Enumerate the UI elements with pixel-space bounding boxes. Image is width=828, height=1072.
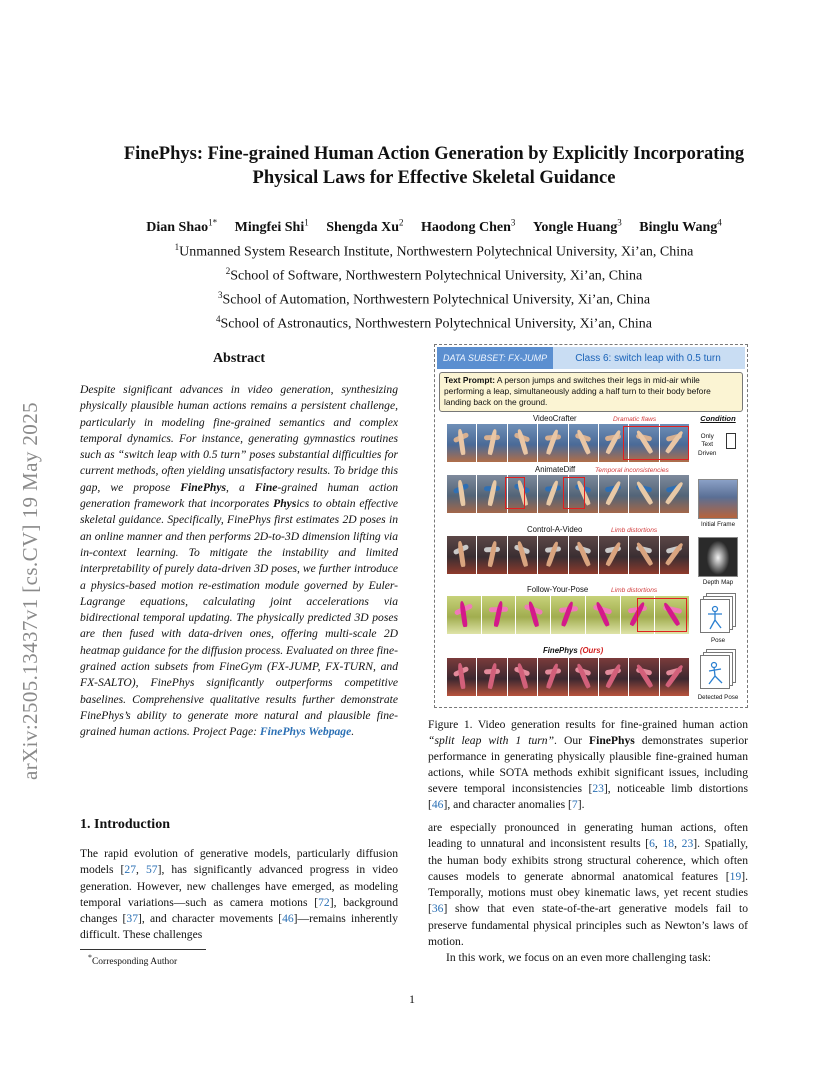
- video-frame: [477, 658, 506, 696]
- condition-heading: Condition: [700, 414, 736, 423]
- data-subset-label: DATA SUBSET: FX-JUMP: [437, 347, 553, 369]
- footnote-rule: [80, 949, 206, 950]
- video-frame: [482, 596, 516, 634]
- abstract-heading: Abstract: [212, 351, 266, 366]
- video-frame: [660, 475, 689, 513]
- figure-1-caption: Figure 1. Video generation results for fine-grained human action “split leap with 1 turn”. Our FinePhys demonstrates superior performance in generating physically plausible fine-grained human actions, while SOTA methods exhibit significant issues, including severe temporal inconsistencies [23], noticeable limb distortions [46], and character anomalies [7].: [428, 718, 748, 812]
- detected-skeleton-icon: [704, 661, 726, 687]
- paragraph: In this work, we focus on an even more challenging task:: [446, 951, 711, 965]
- video-frame: [447, 424, 476, 462]
- author-affil-mark: 1*: [208, 217, 218, 227]
- method-label-videocrafter: VideoCrafter: [533, 414, 577, 423]
- author-affil-mark: 1: [304, 217, 309, 227]
- issue-label-dramatic: Dramatic flaws: [613, 416, 657, 423]
- highlight-box: [637, 598, 687, 632]
- issue-label-temporal: Temporal inconsistencies: [595, 467, 669, 474]
- affil-text: School of Astronautics, Northwestern Polytechnical University, Xi’an, China: [220, 317, 652, 333]
- detected-pose-stack-icon: [700, 649, 738, 691]
- section-heading-introduction: 1. Introduction: [80, 817, 170, 832]
- citation-link[interactable]: 57: [145, 863, 158, 877]
- citation-link[interactable]: 36: [431, 902, 444, 916]
- highlight-box: [505, 477, 525, 509]
- footnote-text: Corresponding Author: [91, 957, 178, 968]
- ours-tag: (Ours): [579, 646, 604, 655]
- introduction-text: The rapid evolution of generative models, particularly diffusion models [27, 57], has significantly advanced progress in video generation. However, new challenges have emerged, as modeling temporal variations—such as camera motions [72], background changes [37], and character movements [46]—remains inherently difficult. These challenges: [80, 847, 399, 942]
- author: [326, 217, 404, 235]
- title-line-2: Physical Laws for Effective Skeletal Guidance: [252, 168, 616, 188]
- emph-fine: Fine: [254, 480, 278, 494]
- page-number: 1: [409, 992, 415, 1006]
- citation-link[interactable]: 46: [282, 912, 294, 926]
- affiliation: [60, 262, 808, 286]
- affiliation-list: [60, 238, 808, 335]
- video-frame: [629, 475, 658, 513]
- video-frame: [447, 536, 476, 574]
- author-list: [60, 217, 808, 236]
- author-affil-mark: 3: [510, 217, 516, 227]
- highlight-box: [623, 426, 689, 460]
- author-affil-mark: 3: [617, 217, 622, 227]
- affil-text: School of Software, Northwestern Polytechnical University, Xi’an, China: [230, 268, 643, 284]
- author: [532, 217, 622, 235]
- video-frame: [599, 475, 628, 513]
- method-label-follow-your-pose: Follow-Your-Pose: [527, 585, 589, 594]
- author-name: Binglu Wang: [639, 219, 718, 235]
- introduction-text-continued: [428, 820, 748, 967]
- video-frame: [508, 536, 537, 574]
- issue-label-limb-1: Limb distortions: [611, 527, 658, 534]
- footnote-mark: *: [88, 953, 92, 962]
- pose-skeleton-icon: [704, 605, 726, 631]
- citation-link[interactable]: 6: [649, 837, 655, 851]
- video-frame: [477, 536, 506, 574]
- video-frame: [569, 658, 598, 696]
- video-frame: [447, 658, 476, 696]
- video-frame: [586, 596, 620, 634]
- figure-1: [434, 344, 748, 708]
- citation-link[interactable]: 19: [729, 869, 742, 883]
- video-frame: [477, 475, 506, 513]
- caption-method-name: FinePhys: [589, 734, 635, 748]
- pose-stack-icon: [700, 593, 738, 635]
- affil-mark: 1: [174, 242, 180, 252]
- highlight-box: [563, 477, 585, 509]
- video-frame: [569, 424, 598, 462]
- video-frame: [551, 596, 585, 634]
- arxiv-identifier: arXiv:2505.13437v1 [cs.CV] 19 May 2025: [18, 402, 42, 780]
- footnote: [88, 953, 177, 967]
- affil-text: School of Automation, Northwestern Polytechnical University, Xi’an, China: [222, 292, 651, 308]
- project-page-link[interactable]: FinePhys Webpage: [259, 725, 352, 739]
- citation-link[interactable]: 18: [662, 837, 675, 851]
- author-name: Mingfei Shi: [234, 219, 305, 235]
- author-affil-mark: 4: [717, 217, 722, 227]
- affil-mark: 4: [216, 314, 221, 325]
- author: [421, 217, 516, 235]
- condition-column: [692, 413, 744, 707]
- pose-label: Pose: [710, 637, 726, 644]
- depth-map-thumbnail: [698, 537, 738, 577]
- video-frame: [508, 658, 537, 696]
- author: [639, 217, 722, 235]
- author-name: Yongle Huang: [532, 219, 618, 235]
- video-frame: [538, 658, 567, 696]
- issue-label-limb-2: Limb distortions: [611, 587, 658, 594]
- citation-link[interactable]: 27: [124, 863, 137, 877]
- class-label: Class 6: switch leap with 0.5 turn: [575, 352, 721, 364]
- video-frame: [599, 658, 628, 696]
- citation-link[interactable]: 7: [571, 798, 578, 812]
- author: [146, 217, 218, 235]
- depth-map-label: Depth Map: [702, 579, 734, 586]
- citation-link[interactable]: 72: [318, 895, 330, 909]
- initial-frame-label: Initial Frame: [700, 521, 736, 528]
- emph-phys: Phys: [273, 497, 297, 511]
- method-label-control-a-video: Control-A-Video: [527, 525, 583, 534]
- video-frame: [629, 658, 658, 696]
- paragraph: are especially pronounced in generating human actions, often leading to unnatural and inconsistent results [6, 18, 23]. Spatially, the human body exhibits strong structural coherence, which often causes models to generate abnormal anatomical features [19]. Temporally, motions must obey kinematic laws, yet recent studies [36] show that even state-of-the-art generative models fail to preserve fundamental physical principles such as Newton’s laws of motion.: [428, 821, 749, 949]
- video-frame: [508, 424, 537, 462]
- text-prompt-box: [439, 372, 743, 412]
- prompt-text: A person jumps and switches their legs in mid-air while performing a leap, simultaneously adding a half turn to their body before landing back on the ground.: [444, 375, 711, 407]
- video-frame: [447, 475, 476, 513]
- video-frame: [569, 536, 598, 574]
- frame-strip-control-a-video: [447, 536, 689, 574]
- author-name: Haodong Chen: [421, 219, 511, 235]
- video-frame: [660, 658, 689, 696]
- text-doc-icon: [726, 433, 736, 449]
- initial-frame-thumbnail: [698, 479, 738, 519]
- affil-text: Unmanned System Research Institute, Northwestern Polytechnical University, Xi’an, China: [179, 244, 694, 260]
- affiliation: [60, 238, 808, 262]
- author-affil-mark: 2: [399, 217, 404, 227]
- abstract-text: Despite significant advances in video generation, synthesizing physically plausible human actions remains a persistent challenge, particularly in modeling fine-grained semantics and complex temporal dynamics. For instance, generating gymnastics routines such as “switch leap with 0.5 turn” poses substantial difficulties for current methods, often yielding unsatisfactory results. To bridge this gap, we propose FinePhys, a Fine-grained human action generation framework that incorporates Physics to obtain effective skeletal guidance. Specifically, FinePhys first estimates 2D poses in an online manner and then performs 2D-to-3D dimension lifting via in-context learning. To mitigate the instability and limited interpretability of purely data-driven 3D poses, we further introduce a physics-based motion re-estimation module governed by Euler-Lagrange equations, calculating joint accelerations via bidirectional temporal updating. The physically predicted 3D poses are then fused with data-driven ones, offering multi-scale 2D heatmap guidance for the diffusion process. Evaluated on three fine-grained action subsets from FineGym (FX-JUMP, FX-TURN, and FX-SALTO), FinePhys significantly outperforms competitive baselines. Comprehensive qualitative results further demonstrate FinePhys’s ability to generate more natural and plausible fine-grained human actions. Project Page: FinePhys Webpage.: [80, 383, 399, 739]
- author-name: Shengda Xu: [326, 219, 399, 235]
- citation-link[interactable]: 23: [681, 837, 694, 851]
- prompt-label: Text Prompt:: [444, 375, 496, 385]
- paper-title: [60, 142, 808, 190]
- video-frame: [629, 536, 658, 574]
- figure-header-bar: [437, 347, 745, 369]
- video-frame: [599, 536, 628, 574]
- citation-link[interactable]: 23: [592, 782, 604, 796]
- affiliation: [60, 286, 808, 310]
- author-name: Dian Shao: [146, 219, 209, 235]
- affil-mark: 2: [225, 266, 231, 277]
- affiliation: [60, 310, 808, 334]
- video-frame: [477, 424, 506, 462]
- affil-mark: 3: [217, 290, 223, 301]
- video-frame: [538, 424, 567, 462]
- title-line-1: FinePhys: Fine-grained Human Action Generation by Explicitly Incorporating: [123, 144, 745, 164]
- method-label-finephys: FinePhys (Ours): [543, 646, 604, 655]
- video-frame: [516, 596, 550, 634]
- video-frame: [660, 536, 689, 574]
- citation-link[interactable]: 37: [126, 912, 138, 926]
- method-name: FinePhys: [180, 480, 227, 494]
- video-frame: [538, 536, 567, 574]
- video-frame: [447, 596, 481, 634]
- only-text-driven-label: Only Text Driven: [698, 433, 717, 457]
- method-label-animatediff: AnimateDiff: [535, 465, 576, 474]
- author: [234, 217, 309, 235]
- caption-action-name: “split leap with 1 turn”: [428, 734, 555, 748]
- detected-pose-label: Detected Pose: [697, 694, 739, 701]
- citation-link[interactable]: 46: [431, 798, 444, 812]
- frame-strip-finephys: [447, 658, 689, 696]
